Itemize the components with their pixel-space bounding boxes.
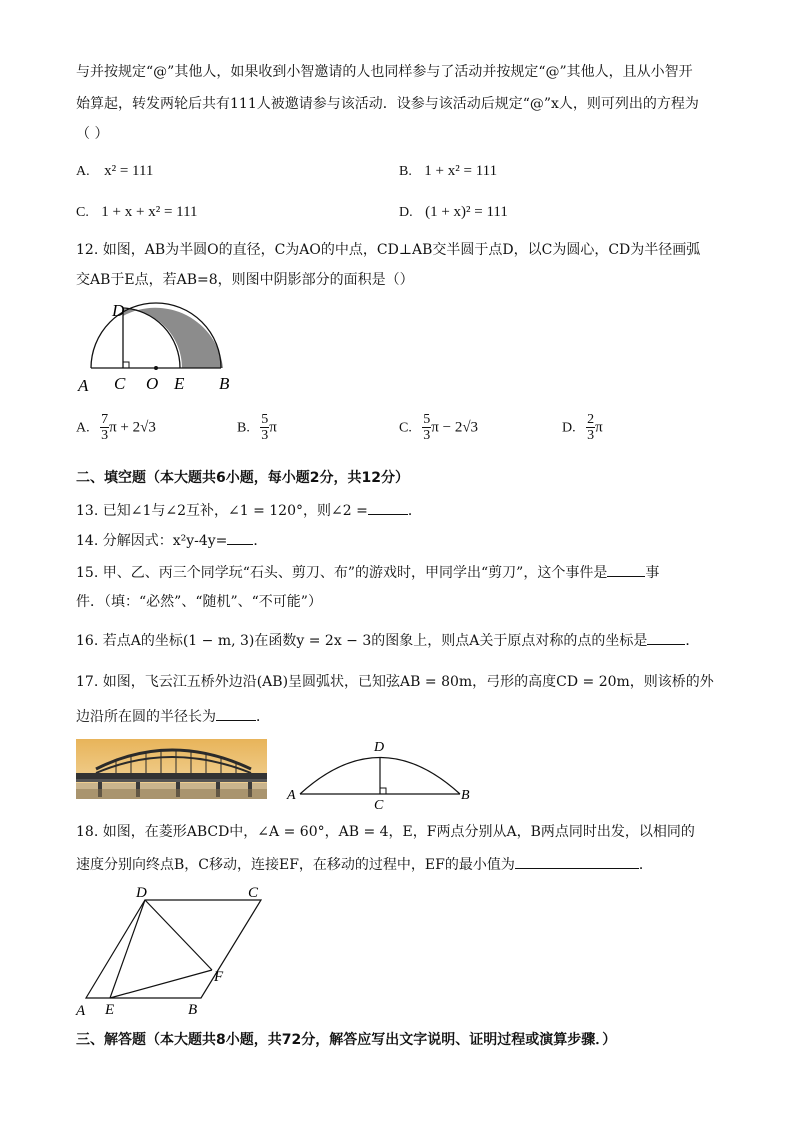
option-fraction: $\frac{5}{3}$ <box>261 412 269 443</box>
q18-end: ． <box>638 857 653 873</box>
q18-stem: 速度分别向终点B，C移动，连接EF，在移动的过程中，EF的最小值为 <box>76 857 515 873</box>
label-a: A <box>78 376 89 395</box>
option-expr: 1 + x² = 111 <box>424 163 498 179</box>
label-d: D <box>136 885 147 901</box>
answer-blank[interactable] <box>368 500 408 515</box>
option-label: A. <box>76 420 90 436</box>
answer-blank[interactable] <box>647 630 685 645</box>
q12-option-b <box>237 412 277 443</box>
option-label: B. <box>237 420 250 436</box>
q16-stem: 16. 若点A的坐标(1 − m, 3)在函数y = 2x − 3的图象上，则点A关于原点对称的点的坐标是 <box>76 633 648 649</box>
q11-text-line2: 始算起，转发两轮后共有111人被邀请参与该活动．设参与该活动后规定“@”x人，则可列出的方程为 <box>76 96 699 112</box>
label-e: E <box>174 374 185 393</box>
label-b: B <box>219 374 230 393</box>
option-expr: 1 + x + x² = 111 <box>101 204 198 220</box>
label-c: C <box>114 374 126 393</box>
q15-text-line1 <box>76 562 659 583</box>
option-expr: (1 + x)² = 111 <box>425 204 508 220</box>
q14-text <box>76 530 267 551</box>
label-o: O <box>146 374 159 393</box>
section-heading-solutions: 三、解答题（本大题共8小题，共72分，解答应写出文字说明、证明过程或演算步骤．） <box>76 1032 617 1048</box>
option-expr: π − 2√3 <box>431 419 479 436</box>
option-label: A. <box>76 164 90 179</box>
label-f: F <box>214 969 224 985</box>
answer-blank[interactable] <box>607 562 645 577</box>
q11-option-a <box>76 163 153 180</box>
option-expr: π <box>269 419 277 436</box>
q12-figure <box>74 296 244 396</box>
q15-end: 事 <box>645 565 660 581</box>
q18-figure <box>72 880 272 1020</box>
q11-option-c <box>76 204 198 221</box>
rhombus-abcd <box>86 900 261 998</box>
segment-df <box>145 900 212 970</box>
label-a: A <box>287 788 296 803</box>
section-heading-fill-in: 二、填空题（本大题共6小题，每小题2分，共12分） <box>76 470 409 486</box>
q14-stem: 14. 分解因式：x²y-4y= <box>76 533 228 549</box>
label-a: A <box>76 1003 86 1019</box>
q12-option-d <box>562 412 603 443</box>
label-d: D <box>112 301 125 320</box>
q12-option-c <box>399 412 478 443</box>
option-fraction: $\frac{7}{3}$ <box>101 412 109 443</box>
q13-end: ． <box>407 503 422 519</box>
option-label: D. <box>562 420 576 436</box>
option-expr: x² = 111 <box>104 163 154 179</box>
option-fraction: $\frac{2}{3}$ <box>587 412 595 443</box>
answer-blank[interactable] <box>216 706 256 721</box>
label-b: B <box>461 788 470 803</box>
q17-end: ． <box>256 709 270 725</box>
q14-end: ． <box>253 533 268 549</box>
q18-text-line2 <box>76 854 653 875</box>
q12-text-line1: 12. 如图，AB为半圆O的直径，C为AO的中点，CD⊥AB交半圆于点D，以C为圆心，CD为半径画弧 <box>76 242 701 258</box>
label-c: C <box>248 885 259 901</box>
option-label: C. <box>76 205 89 220</box>
q11-option-d <box>399 204 508 221</box>
q12-text-line2: 交AB于E点，若AB=8，则图中阴影部分的面积是（） <box>76 272 414 288</box>
answer-blank[interactable] <box>227 530 253 545</box>
right-angle-mark <box>380 788 386 794</box>
shaded-region <box>123 308 223 368</box>
q11-text-line1: 与并按规定“@”其他人，如果收到小智邀请的人也同样参与了活动并按规定“@”其他人，且从小智开 <box>76 64 693 80</box>
bridge-photo <box>76 739 267 799</box>
q17-figure <box>284 735 484 813</box>
option-expr: π + 2√3 <box>109 419 156 436</box>
q17-text-line2 <box>76 706 270 727</box>
label-e: E <box>105 1002 115 1018</box>
center-point-o <box>154 366 158 370</box>
option-label: C. <box>399 420 412 436</box>
q12-option-a <box>76 412 156 443</box>
segment-ef <box>110 970 212 998</box>
option-fraction: $\frac{5}{3}$ <box>423 412 431 443</box>
label-c: C <box>374 798 384 813</box>
label-b: B <box>188 1002 198 1018</box>
q17-text-line1: 17. 如图，飞云江五桥外边沿(AB)呈圆弧状，已知弦AB = 80m，弓形的高度CD = 20m，则该桥的外 <box>76 674 714 690</box>
q13-stem: 13. 已知∠1与∠2互补，∠1 = 120°，则∠2 = <box>76 503 368 519</box>
option-expr: π <box>595 419 603 436</box>
q11-text-line3: （ ） <box>76 126 109 142</box>
q17-stem: 边沿所在圆的半径长为 <box>76 709 216 725</box>
label-d: D <box>374 740 385 755</box>
option-label: B. <box>399 164 412 179</box>
q15-text-line2: 件．（填：“必然”、“随机”、“不可能”） <box>76 594 322 610</box>
option-label: D. <box>399 205 413 220</box>
q15-stem: 15. 甲、乙、丙三个同学玩“石头、剪刀、布”的游戏时，甲同学出“剪刀”，这个事件是 <box>76 565 608 581</box>
q16-text <box>76 630 699 651</box>
answer-blank[interactable] <box>515 854 639 869</box>
q16-end: ． <box>685 633 700 649</box>
q18-text-line1: 18. 如图，在菱形ABCD中，∠A = 60°，AB = 4，E，F两点分别从A，B两点同时出发，以相同的 <box>76 824 695 840</box>
right-angle-mark <box>123 362 129 368</box>
q11-option-b <box>399 163 497 180</box>
q13-text <box>76 500 422 521</box>
